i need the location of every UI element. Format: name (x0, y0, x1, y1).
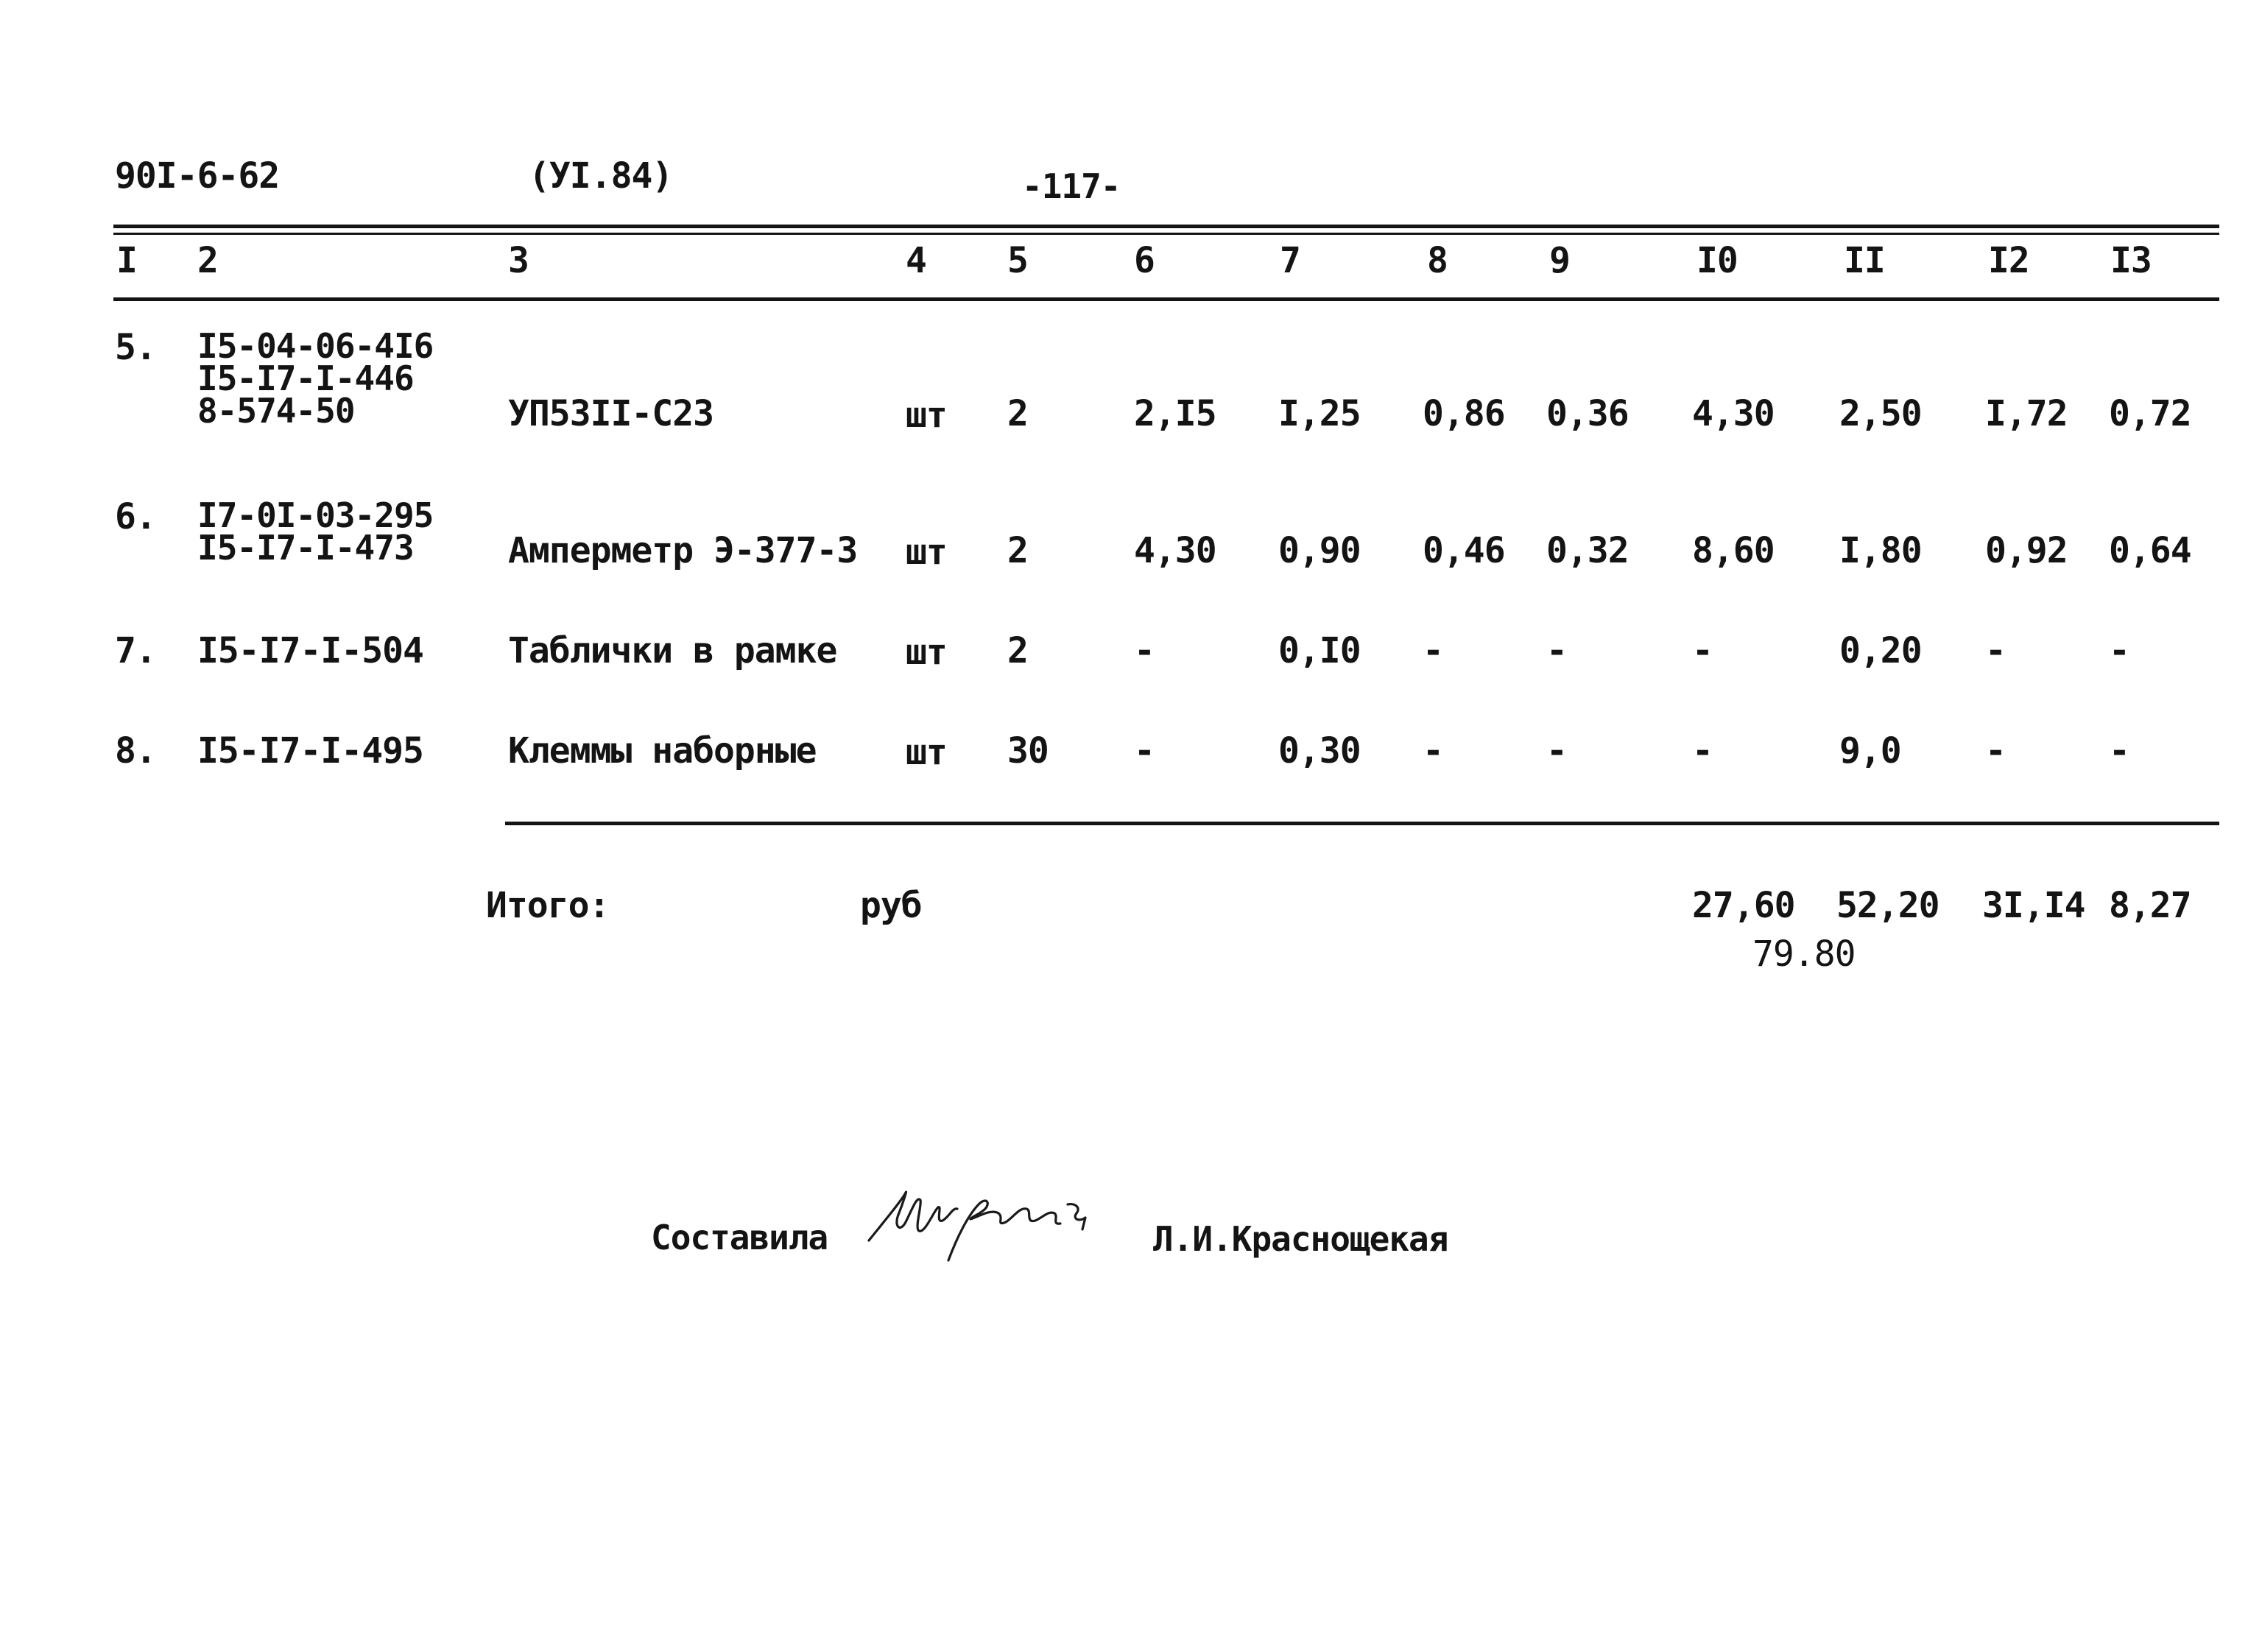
row-c7: 0,I0 (1278, 630, 1361, 671)
row-c11: 2,50 (1839, 393, 1922, 434)
row-qty: 30 (1007, 730, 1049, 772)
col-header-5: 5 (1007, 240, 1028, 281)
compiler-name: Л.И.Краснощекая (1153, 1219, 1448, 1259)
row-c8: 0,46 (1423, 530, 1505, 571)
col-header-9: 9 (1549, 240, 1570, 281)
row-c12: - (1985, 630, 2006, 671)
totals-c11: 52,20 (1836, 885, 1939, 926)
table-top-rule (113, 225, 2219, 228)
row-c9: 0,36 (1546, 393, 1629, 434)
col-header-8: 8 (1427, 240, 1448, 281)
totals-sum: 79.80 (1752, 933, 1856, 975)
row-unit: шт (906, 732, 947, 773)
row-c6: - (1134, 730, 1155, 772)
row-c9: 0,32 (1546, 530, 1629, 571)
row-qty: 2 (1007, 393, 1028, 434)
table-top-rule-2 (113, 233, 2219, 235)
row-c11: 0,20 (1839, 630, 1922, 671)
row-codes: I5-04-06-4I6 I5-I7-I-446 8-574-50 (197, 326, 434, 431)
totals-rule (505, 822, 2219, 825)
row-c10: 8,60 (1692, 530, 1775, 571)
row-c6: 2,I5 (1134, 393, 1216, 434)
row-qty: 2 (1007, 530, 1028, 571)
col-header-6: 6 (1134, 240, 1155, 281)
col-header-3: 3 (508, 240, 529, 281)
row-unit: шт (906, 632, 947, 673)
row-c7: 0,90 (1278, 530, 1361, 571)
document-header (0, 0, 2262, 206)
row-codes: I7-0I-03-295 I5-I7-I-473 (197, 495, 434, 568)
row-c6: - (1134, 630, 1155, 671)
signature-line (0, 1163, 2262, 1266)
row-number: 6. (115, 496, 156, 537)
row-c8: - (1423, 730, 1443, 772)
col-header-13: I3 (2110, 240, 2152, 281)
handwritten-signature (862, 1171, 1112, 1266)
compiled-by-label: Составила (651, 1218, 828, 1257)
row-unit: шт (906, 532, 947, 573)
table-row (0, 630, 2262, 677)
table-row (0, 495, 2262, 580)
col-header-2: 2 (197, 240, 218, 281)
totals-label: Итого: (486, 885, 610, 926)
row-name: Таблички в рамке (508, 630, 837, 671)
document-date: (УI.84) (529, 155, 673, 197)
document-code: 90I-6-62 (115, 155, 280, 197)
totals-unit: руб (860, 885, 922, 926)
row-codes: I5-I7-I-495 (197, 730, 423, 772)
totals-c12: 3I,I4 (1982, 885, 2085, 926)
row-c9: - (1546, 630, 1567, 671)
col-header-7: 7 (1280, 240, 1300, 281)
col-header-4: 4 (906, 240, 926, 281)
totals-c13: 8,27 (2109, 885, 2191, 926)
row-codes: I5-I7-I-504 (197, 630, 423, 671)
column-number-row (0, 240, 2262, 287)
page-number: -117- (1022, 166, 1121, 206)
col-header-11: II (1844, 240, 1885, 281)
col-header-10: I0 (1696, 240, 1738, 281)
row-c13: 0,64 (2109, 530, 2191, 571)
row-c11: I,80 (1839, 530, 1922, 571)
row-c11: 9,0 (1839, 730, 1901, 772)
row-c12: I,72 (1985, 393, 2068, 434)
col-header-1: I (116, 240, 137, 281)
row-number: 5. (115, 327, 156, 368)
table-row (0, 730, 2262, 777)
row-unit: шт (906, 395, 947, 436)
header-bottom-rule (113, 297, 2219, 301)
row-c7: 0,30 (1278, 730, 1361, 772)
row-c9: - (1546, 730, 1567, 772)
table-row (0, 326, 2262, 440)
row-name: Амперметр Э-377-3 (508, 530, 858, 571)
row-c6: 4,30 (1134, 530, 1216, 571)
row-c13: - (2109, 730, 2129, 772)
row-c8: 0,86 (1423, 393, 1505, 434)
row-c7: I,25 (1278, 393, 1361, 434)
row-name: УП53II-С23 (508, 393, 714, 434)
row-qty: 2 (1007, 630, 1028, 671)
row-number: 7. (115, 630, 156, 671)
row-c13: 0,72 (2109, 393, 2191, 434)
row-c12: 0,92 (1985, 530, 2068, 571)
row-c10: - (1692, 730, 1713, 772)
row-c13: - (2109, 630, 2129, 671)
row-number: 8. (115, 730, 156, 772)
row-name: Клеммы наборные (508, 730, 817, 772)
row-c10: 4,30 (1692, 393, 1775, 434)
totals-c10: 27,60 (1692, 885, 1795, 926)
totals-row (0, 885, 2262, 984)
row-c8: - (1423, 630, 1443, 671)
col-header-12: I2 (1988, 240, 2029, 281)
row-c12: - (1985, 730, 2006, 772)
row-c10: - (1692, 630, 1713, 671)
